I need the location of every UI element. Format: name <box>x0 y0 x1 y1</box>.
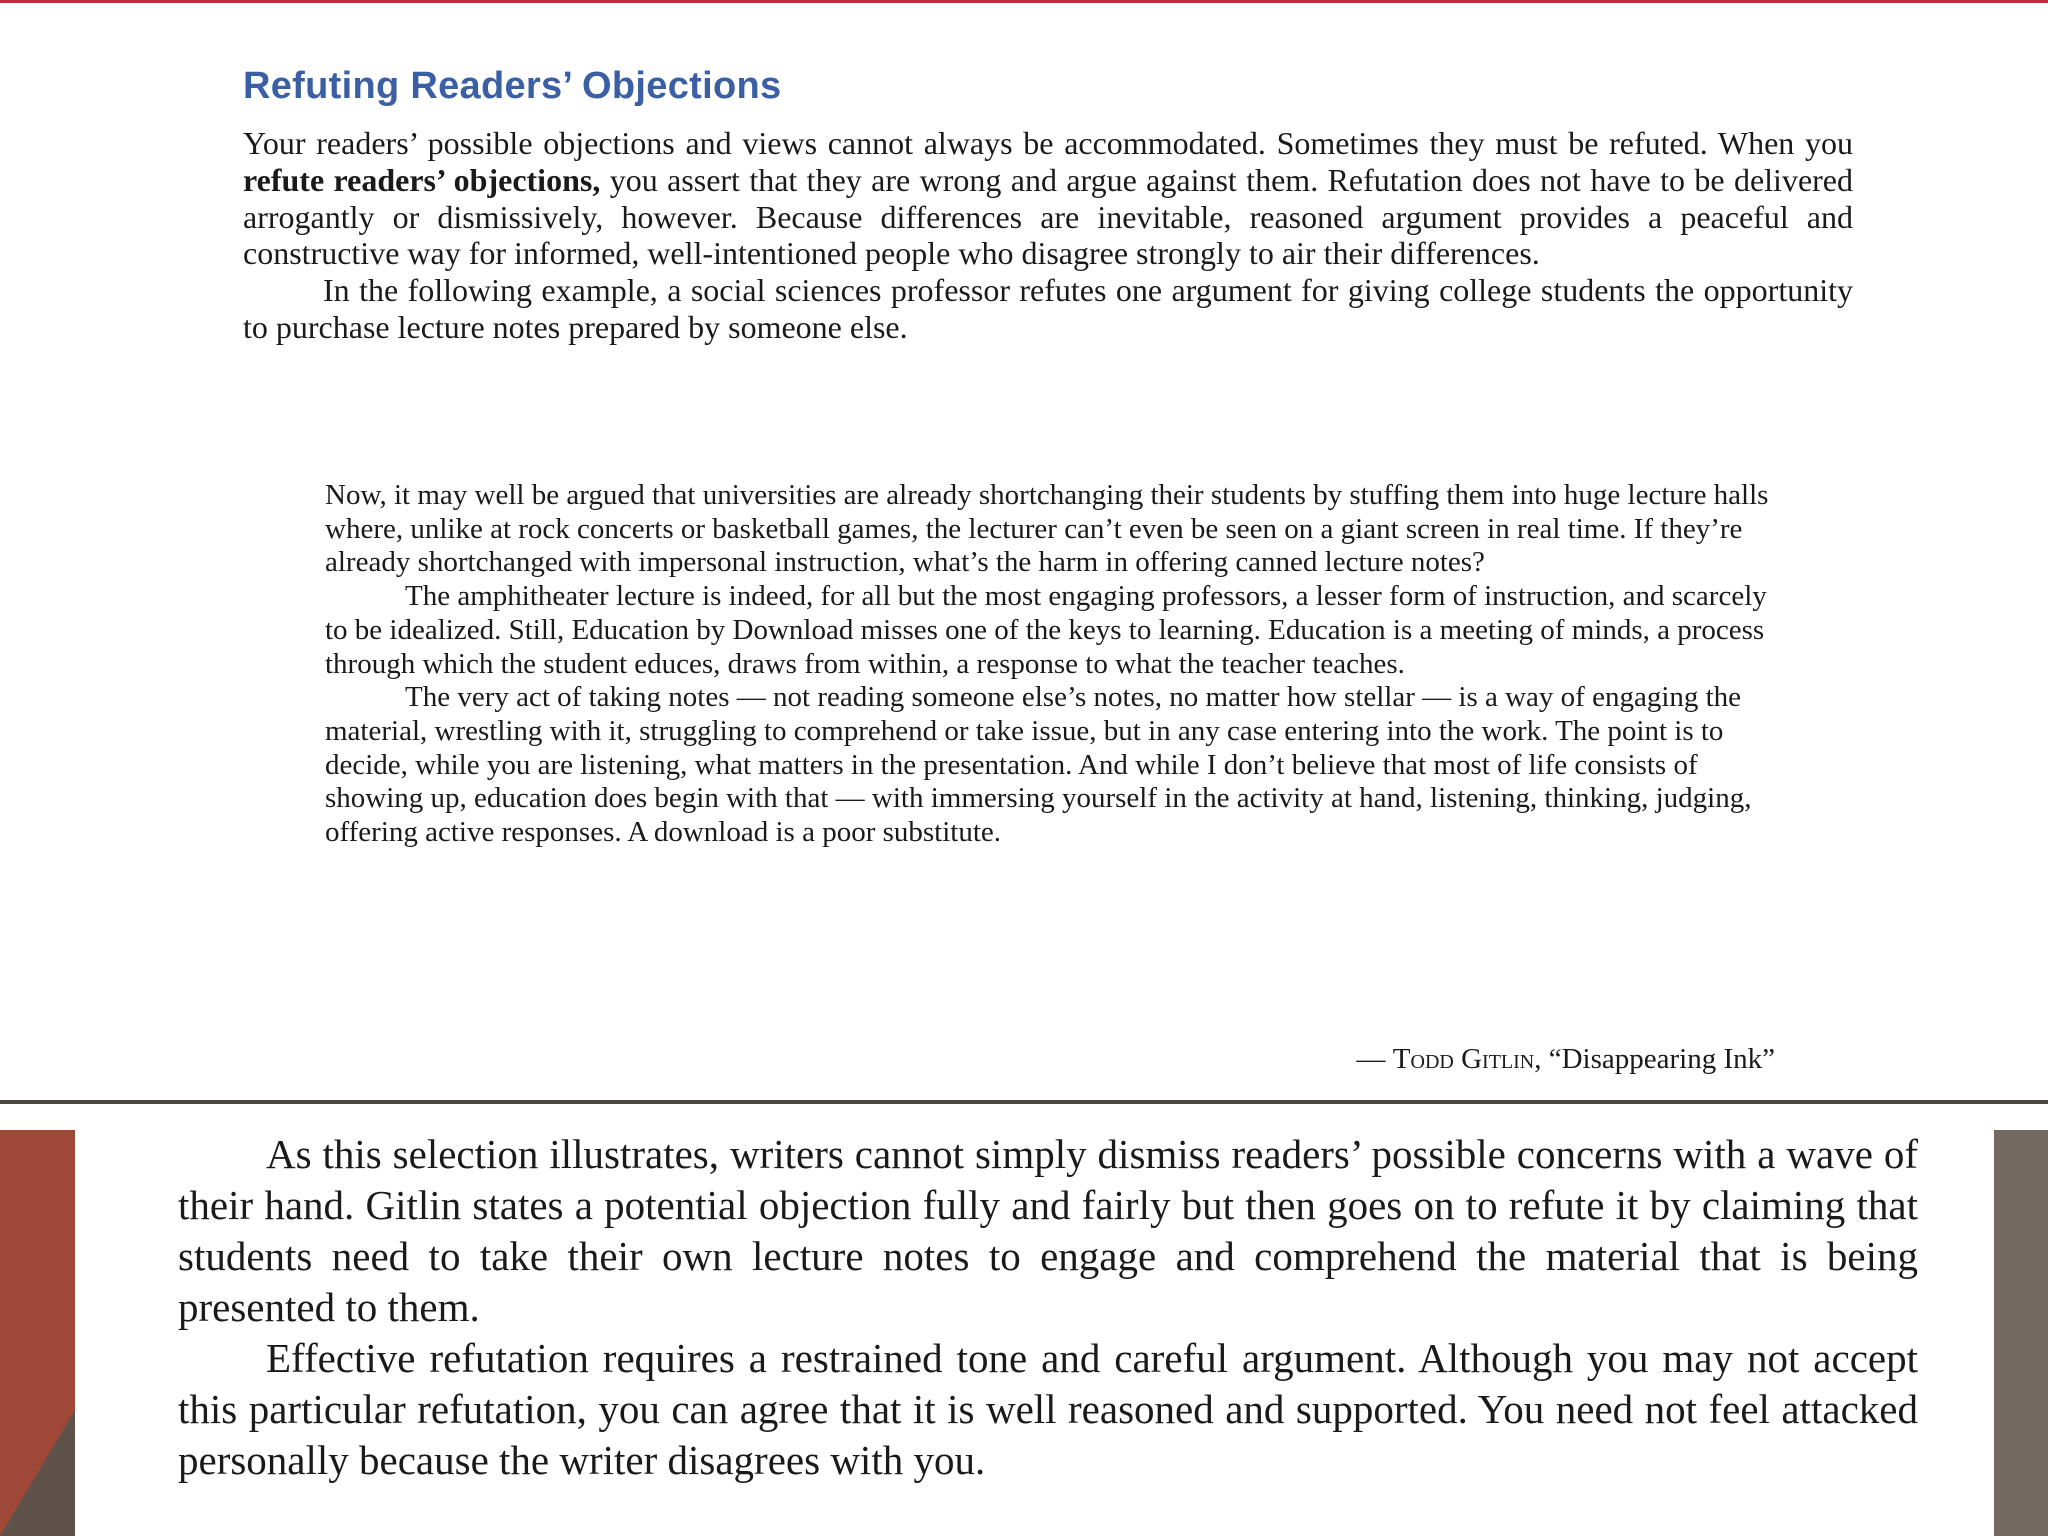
intro-paragraph-1-end: you assert that they are wrong and argue against them. Refutation does not have to be delivered arrogantly or dismissively, however. Because differences are inevitable, reasoned argument provides a peaceful and constructive way for informed, well-intentioned people who disagree strongly to air their differences. <box>243 161 1854 272</box>
block-quote <box>325 479 1775 850</box>
attribution-title: , “Disappearing Ink” <box>1534 1043 1775 1075</box>
intro-paragraph-1-start: Your readers’ possible objections and views cannot always be accommodated. Sometimes they must be refuted. When you <box>243 125 1853 161</box>
attribution-author: Todd Gitlin <box>1392 1043 1535 1075</box>
continuation-paragraph-1: As this selection illustrates, writers cannot simply dismiss readers’ possible concerns with a wave of their hand. Gitlin states a potential objection fully and fairly but then goes on to refute it by claiming that students need to take their own lecture notes to engage and comprehend the material that is being presented to them. <box>178 1131 1918 1330</box>
right-decorative-bar <box>1994 1130 2048 1536</box>
key-term-refute-readers-objections: refute readers’ objections, <box>243 161 601 198</box>
intro-text <box>243 125 1853 346</box>
quote-paragraph-2: The amphitheater lecture is indeed, for all but the most engaging professors, a lesser form of instruction, and scarcely to be idealized. Still, Education by Download misses one of the keys to learning. Education is a meeting of minds, a process through which the student educes, draws from within, a response to what the teacher teaches. <box>325 580 1767 680</box>
intro-paragraph-2: In the following example, a social sciences professor refutes one argument for giving college students the opportunity to purchase lecture notes prepared by someone else. <box>243 272 1853 345</box>
quote-attribution <box>325 1043 1775 1076</box>
section-heading: Refuting Readers’ Objections <box>243 65 782 107</box>
continuation-paragraph-2: Effective refutation requires a restrained tone and careful argument. Although you may not accept this particular refutation, you can agree that it is well reasoned and supported. You need not feel attacked personally because the writer disagrees with you. <box>178 1335 1918 1483</box>
continuation-text <box>178 1129 1918 1486</box>
quote-paragraph-1: Now, it may well be argued that universities are already shortchanging their students by stuffing them into huge lecture halls where, unlike at rock concerts or basketball games, the lecturer can’t even be seen on a giant screen in real time. If they’re already shortchanged with impersonal instruction, what’s the harm in offering canned lecture notes? <box>325 479 1769 579</box>
quote-paragraph-3: The very act of taking notes — not reading someone else’s notes, no matter how stellar — is a way of engaging the material, wrestling with it, struggling to comprehend or take issue, but in any case entering into the work. The point is to decide, while you are listening, what matters in the presentation. And while I don’t believe that most of life consists of showing up, education does begin with that — with immersing yourself in the activity at hand, listening, thinking, judging, offering active responses. A download is a poor substitute. <box>325 681 1752 849</box>
attribution-dash: — <box>1356 1043 1393 1075</box>
scanned-textbook-page <box>0 3 2048 1100</box>
intro-paragraph-1 <box>243 125 1853 272</box>
